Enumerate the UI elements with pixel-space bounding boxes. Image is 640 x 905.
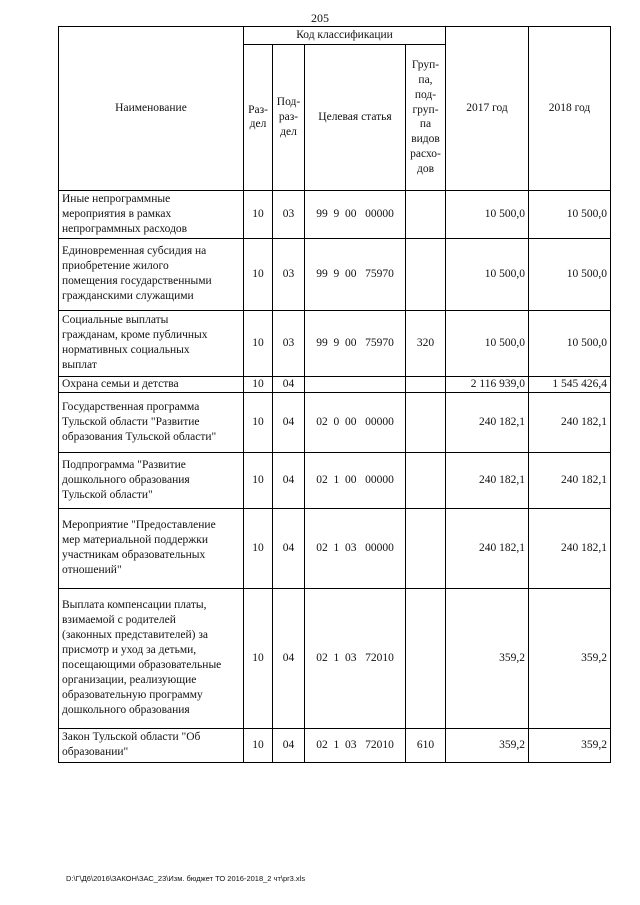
section-cell: 10 — [244, 376, 273, 392]
row-name-line: гражданскими служащими — [62, 290, 194, 303]
row-name-line: отношений" — [62, 564, 122, 577]
subsection-cell: 03 — [273, 310, 305, 376]
target-article-cell: 02 1 03 00000 — [305, 508, 406, 588]
row-name-line: выплат — [62, 359, 97, 372]
amount-2017-cell: 2 116 939,0 — [446, 376, 529, 392]
subsection-cell: 03 — [273, 190, 305, 238]
subsection-cell: 04 — [273, 588, 305, 728]
table-row — [59, 508, 611, 588]
row-name-line: Социальные выплаты — [62, 314, 169, 327]
target-article-cell: 99 9 00 75970 — [305, 238, 406, 310]
row-name-line: Закон Тульской области "Об — [62, 731, 201, 744]
row-name-line: нормативных социальных — [62, 344, 190, 357]
table-body — [59, 190, 611, 762]
footer-file-path: D:\Г\Д6\2016\ЗАКОН\ЗАС_23\Изм. бюджет ТО 2016-2018_2 чт\pr3.xls — [66, 874, 306, 883]
amount-2017-cell: 359,2 — [446, 588, 529, 728]
subsection-cell: 03 — [273, 238, 305, 310]
expense-group-cell — [406, 190, 446, 238]
row-name-line: Иные непрограммные — [62, 192, 171, 205]
row-name — [59, 588, 244, 728]
row-name-line: Мероприятие "Предоставление — [62, 519, 216, 532]
amount-2018-cell: 1 545 426,4 — [529, 376, 611, 392]
expense-group-header: Груп- па, под- груп- па видов расхо- дов — [406, 44, 446, 190]
amount-2018-cell: 240 182,1 — [529, 508, 611, 588]
row-name-line: организации, реализующие — [62, 674, 197, 687]
row-name-line: дошкольного образования — [62, 473, 190, 486]
budget-table — [58, 26, 611, 763]
expense-group-cell — [406, 238, 446, 310]
row-name-line: присмотр и уход за детьми, — [62, 644, 197, 657]
section-cell: 10 — [244, 392, 273, 452]
row-name-line: участникам образовательных — [62, 549, 206, 562]
section-header: Раз- дел — [244, 44, 273, 190]
amount-2017-cell: 240 182,1 — [446, 392, 529, 452]
row-name-line: образовательную программу — [62, 689, 203, 702]
row-name-line: Единовременная субсидия на — [62, 245, 207, 258]
amount-2018-cell: 10 500,0 — [529, 190, 611, 238]
amount-2018-cell: 359,2 — [529, 588, 611, 728]
row-name-line: взимаемой с родителей — [62, 614, 176, 627]
amount-2018-cell: 240 182,1 — [529, 392, 611, 452]
table-row — [59, 376, 611, 392]
section-cell: 10 — [244, 728, 273, 762]
target-article-cell — [305, 376, 406, 392]
subsection-header: Под- раз- дел — [273, 44, 305, 190]
subsection-cell: 04 — [273, 508, 305, 588]
amount-2017-cell: 10 500,0 — [446, 310, 529, 376]
row-name-line: помещения государственными — [62, 275, 212, 288]
expense-group-cell — [406, 588, 446, 728]
target-article-cell: 99 9 00 00000 — [305, 190, 406, 238]
page-number: 205 — [311, 11, 329, 25]
table-row — [59, 728, 611, 762]
row-name — [59, 728, 244, 762]
target-article-cell: 02 1 03 72010 — [305, 728, 406, 762]
header-row-1 — [59, 27, 611, 45]
table-row — [59, 238, 611, 310]
row-name-line: образования Тульской области" — [62, 430, 217, 443]
section-cell: 10 — [244, 310, 273, 376]
row-name-line: (законных представителей) за — [62, 629, 209, 642]
table-row — [59, 452, 611, 508]
row-name-line: дошкольного образования — [62, 704, 190, 716]
table-row — [59, 588, 611, 728]
target-article-cell: 02 1 00 00000 — [305, 452, 406, 508]
row-name — [59, 190, 244, 238]
expense-group-cell — [406, 452, 446, 508]
row-name-line: Выплата компенсации платы, — [62, 599, 207, 612]
amount-2017-cell: 359,2 — [446, 728, 529, 762]
row-name-line: мер материальной поддержки — [62, 534, 208, 547]
amount-2017-cell: 10 500,0 — [446, 238, 529, 310]
name-column-header: Наименование — [59, 27, 244, 191]
row-name — [59, 376, 244, 392]
amount-2017-cell: 240 182,1 — [446, 452, 529, 508]
row-name-line: Тульской области" — [62, 488, 153, 501]
row-name-line: мероприятия в рамках — [62, 207, 172, 220]
row-name-line: Охрана семьи и детства — [62, 377, 179, 390]
target-article-cell: 02 1 03 72010 — [305, 588, 406, 728]
section-cell: 10 — [244, 588, 273, 728]
target-article-header: Целевая статья — [305, 44, 406, 190]
amount-2018-cell: 240 182,1 — [529, 452, 611, 508]
row-name-line: непрограммных расходов — [62, 222, 188, 235]
year-2018-header: 2018 год — [529, 27, 611, 191]
row-name — [59, 508, 244, 588]
section-cell: 10 — [244, 238, 273, 310]
expense-group-cell — [406, 376, 446, 392]
row-name-line: Тульской области "Развитие — [62, 415, 200, 428]
table-row — [59, 310, 611, 376]
subsection-cell: 04 — [273, 376, 305, 392]
row-name-line: приобретение жилого — [62, 260, 169, 273]
amount-2018-cell: 10 500,0 — [529, 310, 611, 376]
row-name — [59, 392, 244, 452]
amount-2017-cell: 10 500,0 — [446, 190, 529, 238]
row-name — [59, 452, 244, 508]
row-name-line: гражданам, кроме публичных — [62, 329, 208, 342]
amount-2018-cell: 359,2 — [529, 728, 611, 762]
row-name — [59, 310, 244, 376]
expense-group-cell: 320 — [406, 310, 446, 376]
section-cell: 10 — [244, 452, 273, 508]
classification-code-header: Код классификации — [244, 27, 446, 45]
expense-group-cell — [406, 508, 446, 588]
row-name-line: Подпрограмма "Развитие — [62, 458, 186, 471]
row-name-line: посещающими образовательные — [62, 659, 222, 672]
section-cell: 10 — [244, 190, 273, 238]
expense-group-cell: 610 — [406, 728, 446, 762]
row-name — [59, 238, 244, 310]
row-name-line: образовании" — [62, 746, 129, 759]
table-row — [59, 392, 611, 452]
subsection-cell: 04 — [273, 392, 305, 452]
section-cell: 10 — [244, 508, 273, 588]
subsection-cell: 04 — [273, 452, 305, 508]
amount-2017-cell: 240 182,1 — [446, 508, 529, 588]
year-2017-header: 2017 год — [446, 27, 529, 191]
subsection-cell: 04 — [273, 728, 305, 762]
target-article-cell: 99 9 00 75970 — [305, 310, 406, 376]
amount-2018-cell: 10 500,0 — [529, 238, 611, 310]
row-name-line: Государственная программа — [62, 400, 200, 413]
table-row — [59, 190, 611, 238]
target-article-cell: 02 0 00 00000 — [305, 392, 406, 452]
expense-group-cell — [406, 392, 446, 452]
